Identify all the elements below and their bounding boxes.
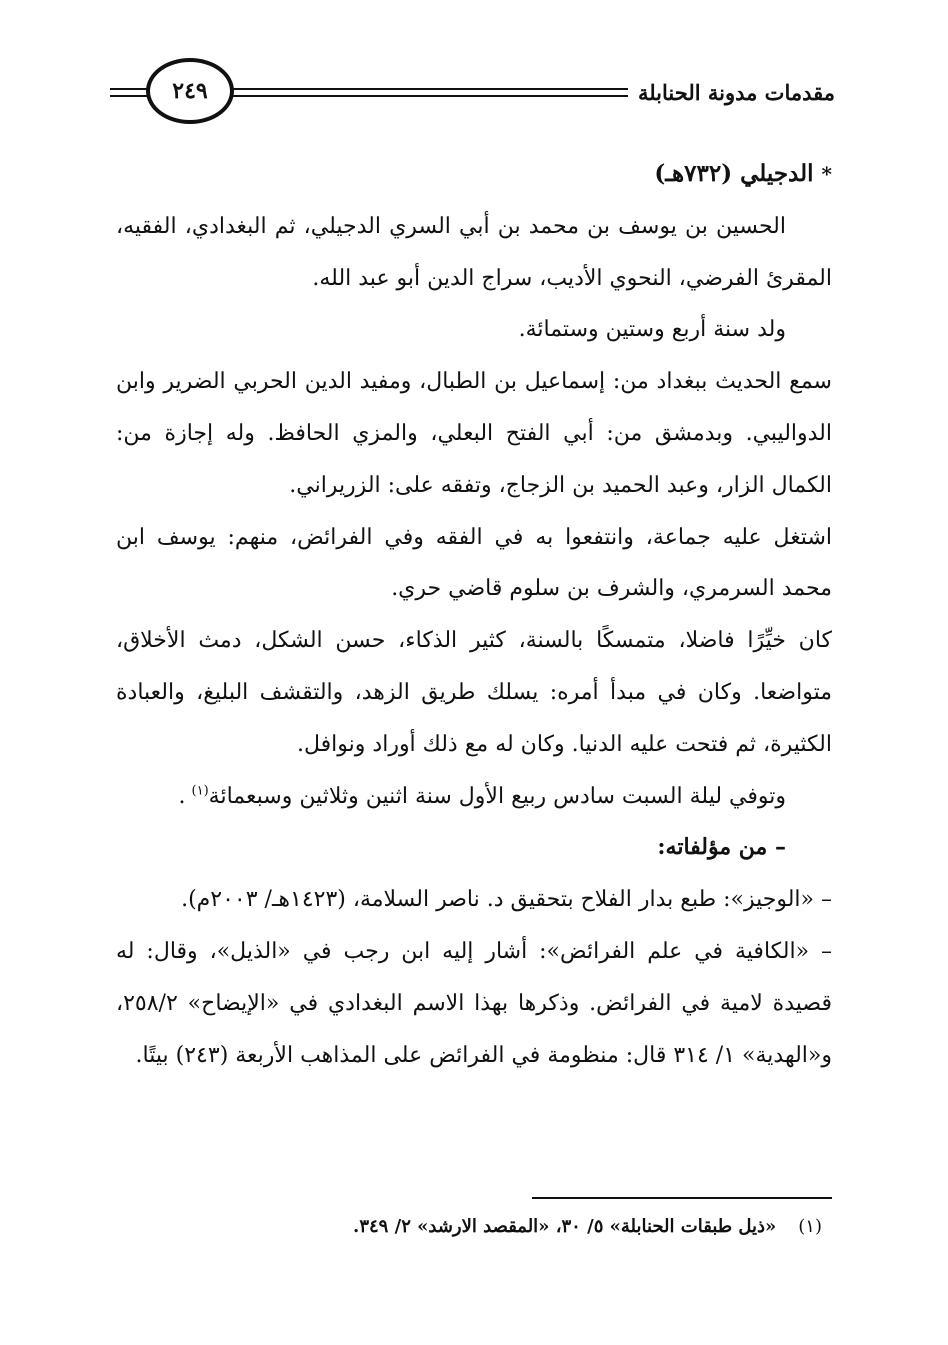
paragraph-birth: ولد سنة أربع وستين وستمائة. [518, 317, 786, 343]
footnote-separator [532, 1197, 832, 1199]
paragraph-bio: الحسين بن يوسف بن محمد بن أبي السري الدجيلي، ثم البغدادي، الفقيه، المقرئ الفرضي، النحوي الأديب، سراج الدين أبو عبد الله. [116, 213, 832, 291]
entry-body [116, 148, 832, 1081]
page-number: ٢٤٩ [172, 78, 208, 104]
paragraph-death [116, 771, 832, 823]
death-trailing-period: . [178, 783, 186, 809]
entry-heading [116, 148, 832, 201]
footnote-text: «ذيل طبقات الحنابلة» ٥/ ٣٠، «المقصد الارشد» ٢/ ٣٤٩. [353, 1216, 777, 1237]
page-number-oval [146, 58, 234, 124]
entry-heading-text: الدجيلي (٧٣٢هـ) [654, 160, 814, 187]
running-header [110, 58, 835, 138]
death-text: وتوفي ليلة السبت سادس ربيع الأول سنة اثنين وثلاثين وسبعمائة [208, 783, 786, 809]
footnote-reference: (١) [191, 783, 209, 799]
work-item: – «الكافية في علم الفرائض»: أشار إليه ابن رجب في «الذيل»، وقال: له قصيدة لامية في الفرائض. وذكرها بهذا الاسم البغدادي في «الإيضاح» ٢٥٨/٢، و«الهدية» ١/ ٣١٤ قال: منظومة في الفرائض على المذاهب الأربعة (٢٤٣) بيتًا. [116, 938, 832, 1068]
footnote-number: (١) [798, 1216, 822, 1237]
paragraph-character: كان خيِّرًا فاضلا، متمسكًا بالسنة، كثير الذكاء، حسن الشكل، دمث الأخلاق، متواضعا. وكان في مبدأ أمره: يسلك طريق الزهد، والتقشف البليغ، والعبادة الكثيرة، ثم فتحت عليه الدنيا. وكان له مع ذلك أوراد ونوافل. [116, 628, 832, 757]
work-item: – «الوجيز»: طبع بدار الفلاح بتحقيق د. ناصر السلامة، (١٤٢٣هـ/ ٢٠٠٣م). [181, 887, 832, 913]
works-heading: – من مؤلفاته: [657, 834, 786, 861]
paragraph-teachers: سمع الحديث ببغداد من: إسماعيل بن الطبال، ومفيد الدين الحربي الضرير وابن الدواليبي. وبدمشق من: أبي الفتح البعلي، والمزي الحافظ. وله إجازة من: الكمال الزار، وعبد الحميد بن الزجاج، وتفقه على: الزريراني. [116, 369, 832, 498]
running-title: مقدمات مدونة الحنابلة [628, 78, 835, 108]
asterisk-icon: * [821, 162, 832, 186]
footnote [116, 1210, 822, 1244]
paragraph-students: اشتغل عليه جماعة، وانتفعوا به في الفقه وفي الفرائض، منهم: يوسف ابن محمد السرمري، والشرف بن سلوم قاضي حري. [116, 524, 832, 602]
